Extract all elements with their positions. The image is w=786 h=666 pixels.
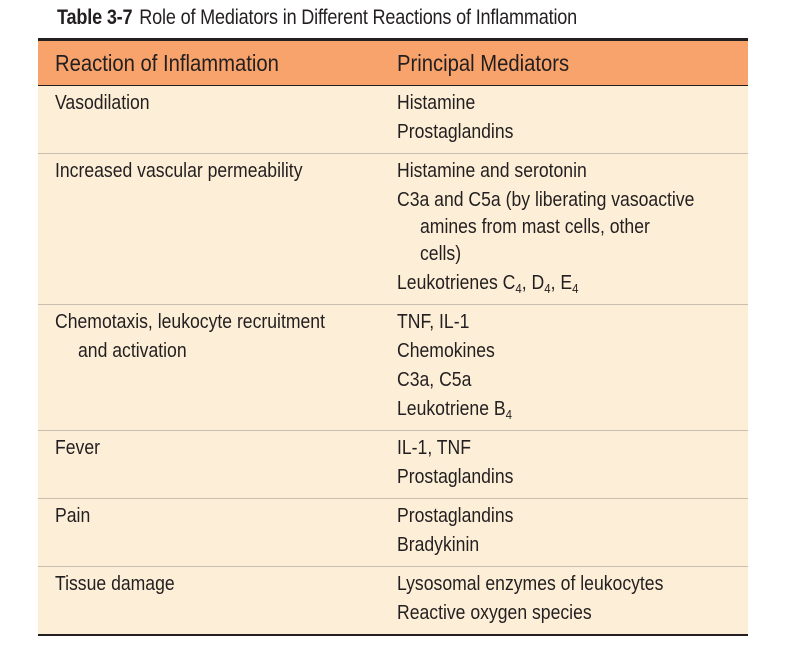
mediators-cell xyxy=(397,86,748,153)
table-row xyxy=(38,305,748,431)
table-header xyxy=(38,41,748,86)
mediator-line: IL-1, TNF xyxy=(397,437,472,459)
mediators-cell xyxy=(397,567,748,634)
table-caption xyxy=(57,4,577,32)
reaction-text: Fever xyxy=(55,437,100,459)
table-row xyxy=(38,154,748,305)
mediator-line: Chemokines xyxy=(397,340,495,362)
mediator-line: cells) xyxy=(420,243,462,265)
table-title: Role of Mediators in Different Reactions of Inflammation xyxy=(139,6,578,29)
table-row xyxy=(38,86,748,154)
reaction-text: Chemotaxis, leukocyte recruitment xyxy=(55,311,325,333)
reaction-text: Vasodilation xyxy=(55,92,150,114)
reaction-text: Increased vascular permeability xyxy=(55,160,303,182)
table-number: Table 3-7 xyxy=(57,6,133,29)
mediator-line: C3a, C5a xyxy=(397,369,472,391)
mediator-line: Histamine and serotonin xyxy=(397,160,587,182)
mediators-cell xyxy=(397,154,748,304)
mediator-line: Prostaglandins xyxy=(397,121,514,143)
reaction-cell xyxy=(55,434,385,463)
mediator-line: Leukotrienes $C_4$, $D_4$, $E_4$ xyxy=(397,272,579,296)
mediator-line: Reactive oxygen species xyxy=(397,602,592,624)
mediators-cell xyxy=(397,499,748,566)
mediators-cell xyxy=(397,305,748,430)
reaction-text: and activation xyxy=(78,340,187,362)
reaction-cell xyxy=(55,308,385,366)
mediator-line: Histamine xyxy=(397,92,476,114)
mediator-line: Prostaglandins xyxy=(397,466,514,488)
mediator-line: Prostaglandins xyxy=(397,505,514,527)
reaction-cell xyxy=(55,570,385,599)
mediator-line: Bradykinin xyxy=(397,534,480,556)
mediator-line: Lysosomal enzymes of leukocytes xyxy=(397,573,664,595)
mediators-cell xyxy=(397,431,748,498)
reaction-cell xyxy=(55,89,385,118)
table-row xyxy=(38,431,748,499)
mediator-line: TNF, IL-1 xyxy=(397,311,470,333)
mediators-table xyxy=(38,38,748,636)
reaction-cell xyxy=(55,502,385,531)
table-row xyxy=(38,567,748,634)
reaction-text: Pain xyxy=(55,505,91,527)
table-row xyxy=(38,499,748,567)
reaction-cell xyxy=(55,157,385,186)
mediator-line: Leukotriene $B_4$ xyxy=(397,398,512,422)
mediator-line: C3a and C5a (by liberating vasoactive xyxy=(397,189,695,211)
header-mediators: Principal Mediators xyxy=(397,49,570,76)
header-reaction: Reaction of Inflammation xyxy=(55,49,279,76)
reaction-text: Tissue damage xyxy=(55,573,175,595)
mediator-line: amines from mast cells, other xyxy=(420,216,650,238)
